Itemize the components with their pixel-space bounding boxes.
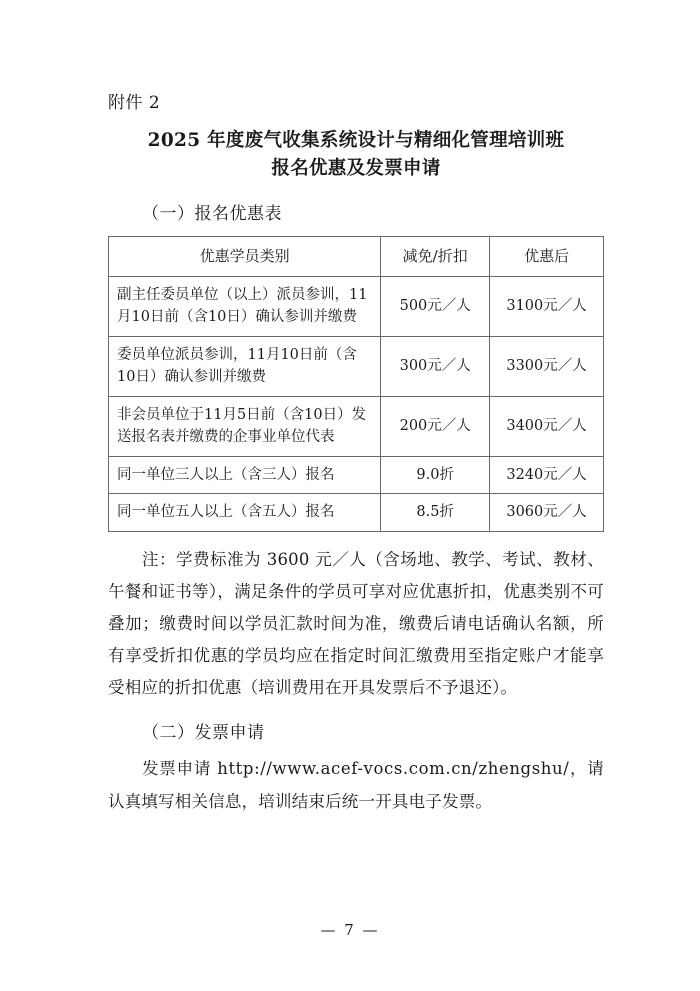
cell-after: 3060元／人 (490, 494, 604, 531)
cell-discount: 200元／人 (381, 396, 490, 456)
cell-category: 非会员单位于11月5日前（含10日）发送报名表并缴费的企事业单位代表 (109, 396, 381, 456)
page-title-line-1: 2025 年度废气收集系统设计与精细化管理培训班 (147, 130, 565, 151)
table-row (109, 494, 604, 531)
cell-after: 3100元／人 (490, 276, 604, 336)
table-row (109, 276, 604, 336)
column-header-discount: 减免/折扣 (381, 236, 490, 276)
cell-category: 副主任委员单位（以上）派员参训，11月10日前（含10日）确认参训并缴费 (109, 276, 381, 336)
page-title (128, 127, 584, 183)
table-row (109, 456, 604, 493)
cell-category: 委员单位派员参训，11月10日前（含10日）确认参训并缴费 (109, 336, 381, 396)
table-row (109, 396, 604, 456)
section-heading-invoice-application: （二）发票申请 (142, 723, 265, 744)
table-row (109, 336, 604, 396)
discount-table (108, 236, 604, 532)
section-heading-registration-discount: （一）报名优惠表 (142, 203, 282, 224)
cell-discount: 500元／人 (381, 276, 490, 336)
page-title-line-2: 报名优惠及发票申请 (271, 157, 441, 179)
cell-discount: 300元／人 (381, 336, 490, 396)
table-body (109, 276, 604, 531)
page-number: — 7 — (320, 921, 380, 939)
invoice-paragraph (108, 753, 604, 817)
cell-discount: 9.0折 (381, 456, 490, 493)
invoice-url-link[interactable]: http://www.acef-vocs.com.cn/zhengshu/ (217, 759, 570, 779)
cell-category: 同一单位三人以上（含三人）报名 (109, 456, 381, 493)
table-header-row (109, 236, 604, 276)
attachment-label: 附件 2 (108, 93, 161, 113)
cell-category: 同一单位五人以上（含五人）报名 (109, 494, 381, 531)
invoice-suffix-text: ，请认真填写相关信息，培训结束后统一开具电子发票。 (108, 759, 604, 811)
cell-after: 3300元／人 (490, 336, 604, 396)
note-paragraph: 注：学费标准为 3600 元／人（含场地、教学、考试、教材、午餐和证书等），满足条件的学员可享对应优惠折扣，优惠类别不可叠加；缴费时间以学员汇款时间为准，缴费后请电话确认名额，所有享受折扣优惠的学员均应在指定时间汇缴费用至指定账户才能享受相应的折扣优惠（培训费用在开具发票后不予退还）。 (108, 549, 604, 698)
table-header (109, 236, 604, 276)
column-header-category: 优惠学员类别 (109, 236, 381, 276)
invoice-prefix-text: 发票申请 (142, 759, 212, 779)
cell-after: 3400元／人 (490, 396, 604, 456)
column-header-after: 优惠后 (490, 236, 604, 276)
cell-discount: 8.5折 (381, 494, 490, 531)
cell-after: 3240元／人 (490, 456, 604, 493)
